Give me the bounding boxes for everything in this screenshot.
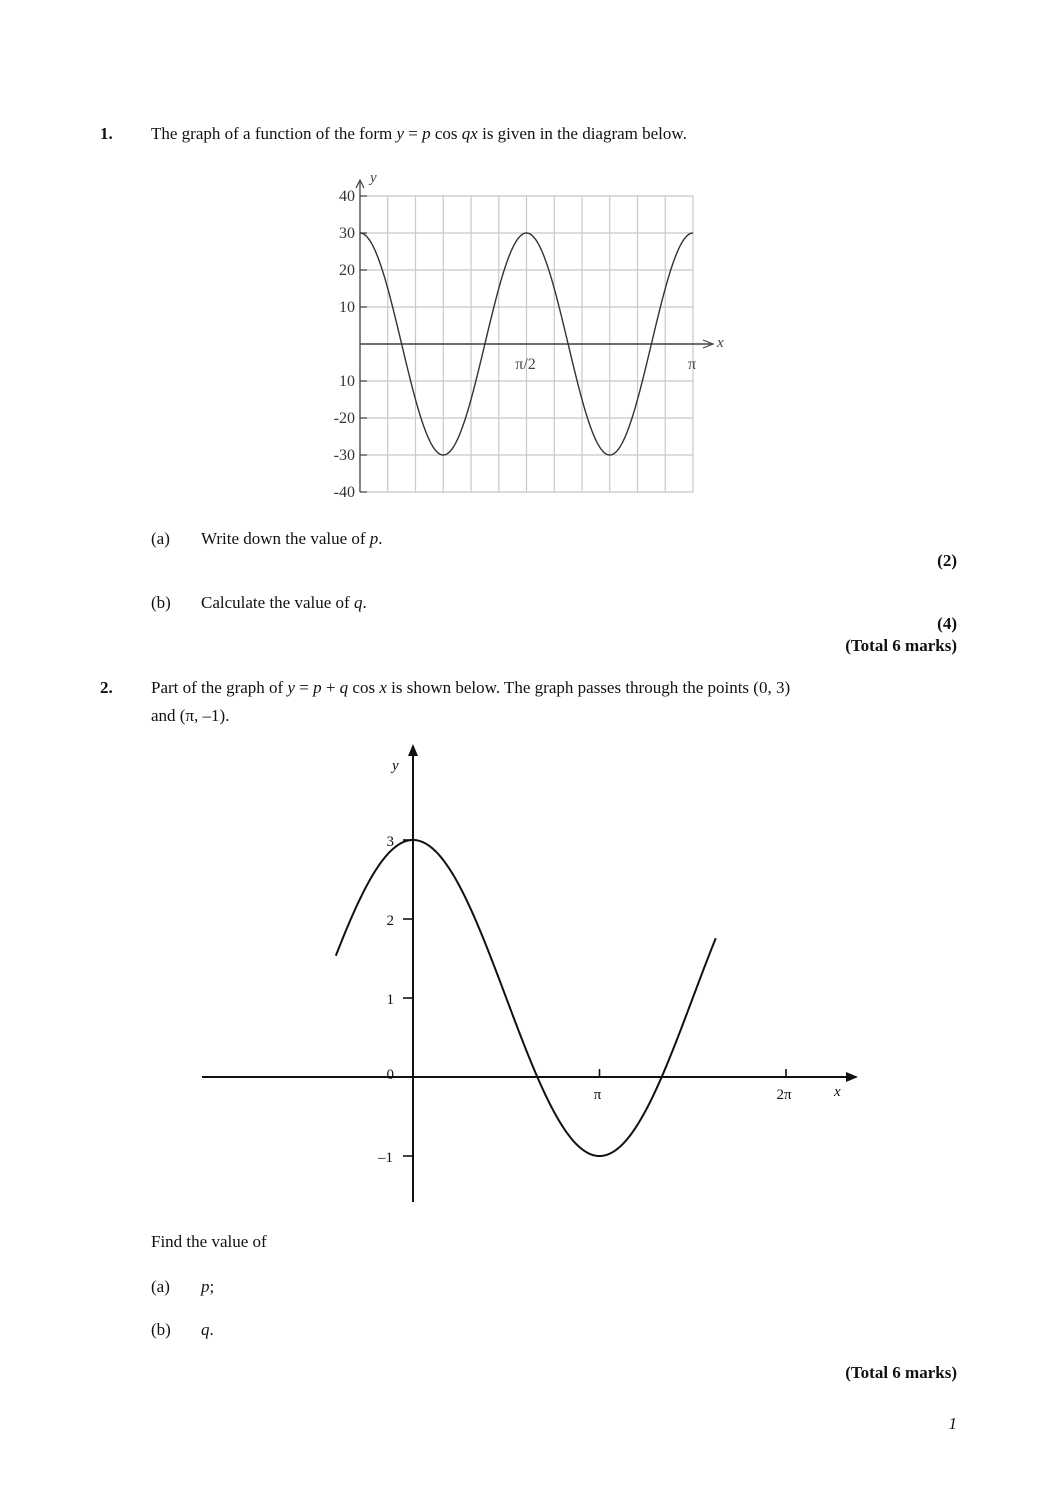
part-var: p bbox=[369, 529, 379, 548]
x-axis-arrow bbox=[846, 1072, 858, 1082]
question-1a-label: (a) bbox=[151, 529, 170, 548]
part-end: . bbox=[209, 1320, 214, 1339]
question-2-number: 2. bbox=[100, 678, 113, 697]
question-1b-label: (b) bbox=[151, 593, 171, 612]
stem-text: cos bbox=[348, 678, 380, 697]
question-2-stem bbox=[151, 678, 951, 698]
stem-text: cos bbox=[430, 124, 462, 143]
question-1a-text bbox=[201, 529, 383, 549]
y-tick-label: 2 bbox=[386, 913, 394, 929]
question-2a-text bbox=[201, 1277, 214, 1297]
stem-text: is given in the diagram below. bbox=[477, 124, 687, 143]
stem-text: = bbox=[294, 678, 314, 697]
part-end: . bbox=[362, 593, 367, 612]
y-tick-label: -30 bbox=[333, 447, 355, 464]
chart-1 bbox=[0, 0, 1058, 520]
stem-text: = bbox=[404, 124, 423, 143]
part-end: . bbox=[378, 529, 383, 548]
x-axis-label: x bbox=[717, 335, 724, 351]
y-tick-label: 3 bbox=[386, 834, 394, 850]
page-number: 1 bbox=[948, 1414, 957, 1433]
question-2a-label: (a) bbox=[151, 1277, 170, 1296]
part-end: ; bbox=[209, 1277, 215, 1296]
y-axis-arrow bbox=[408, 744, 418, 756]
question-1b-marks: (4) bbox=[937, 614, 957, 633]
x-tick-label: π bbox=[687, 356, 697, 373]
y-tick-label: 10 bbox=[339, 373, 355, 390]
part-var: p bbox=[201, 1277, 210, 1296]
x-axis-label: x bbox=[834, 1084, 841, 1100]
y-tick-label: 10 bbox=[339, 299, 355, 316]
chart-2 bbox=[0, 730, 1058, 1220]
y-tick-label: 1 bbox=[386, 992, 394, 1008]
stem-var-qx: qx bbox=[461, 124, 478, 143]
question-2-stem-line2: and (π, –1). bbox=[151, 706, 230, 725]
stem-text: is shown below. The graph passes through the points (0, 3) bbox=[386, 678, 791, 697]
y-tick-label: -40 bbox=[333, 484, 355, 501]
question-1-total: (Total 6 marks) bbox=[845, 636, 957, 655]
question-2b-text bbox=[201, 1320, 214, 1340]
stem-var: y bbox=[287, 678, 295, 697]
stem-var: q bbox=[339, 678, 349, 697]
y-tick-label: 0 bbox=[386, 1067, 394, 1083]
y-tick-label: 20 bbox=[339, 262, 355, 279]
stem-var-y: y bbox=[396, 124, 405, 143]
question-1b-text bbox=[201, 593, 367, 613]
y-tick-label: -20 bbox=[333, 410, 355, 427]
x-tick-label: π bbox=[593, 1087, 602, 1103]
question-2-total: (Total 6 marks) bbox=[845, 1363, 957, 1382]
stem-var: p bbox=[313, 678, 322, 697]
part-text: Calculate the value of bbox=[201, 593, 354, 612]
question-2b-label: (b) bbox=[151, 1320, 171, 1339]
stem-text: + bbox=[321, 678, 340, 697]
part-var: q bbox=[201, 1320, 210, 1339]
y-axis-label: y bbox=[392, 758, 399, 774]
x-tick-label: π/2 bbox=[515, 356, 536, 373]
part-var: q bbox=[353, 593, 363, 612]
stem-text: Part of the graph of bbox=[151, 678, 288, 697]
y-tick-label: –1 bbox=[378, 1150, 393, 1166]
y-tick-label: 30 bbox=[339, 225, 355, 242]
stem-var: x bbox=[379, 678, 387, 697]
stem-text: The graph of a function of the form bbox=[151, 124, 397, 143]
y-tick-label: 40 bbox=[339, 188, 355, 205]
question-2-find: Find the value of bbox=[151, 1232, 267, 1251]
question-1-number: 1. bbox=[100, 124, 113, 143]
y-axis-label: y bbox=[370, 170, 377, 186]
question-1a-marks: (2) bbox=[937, 551, 957, 570]
part-text: Write down the value of bbox=[201, 529, 370, 548]
stem-var-p: p bbox=[422, 124, 431, 143]
x-tick-label: 2π bbox=[776, 1087, 792, 1103]
